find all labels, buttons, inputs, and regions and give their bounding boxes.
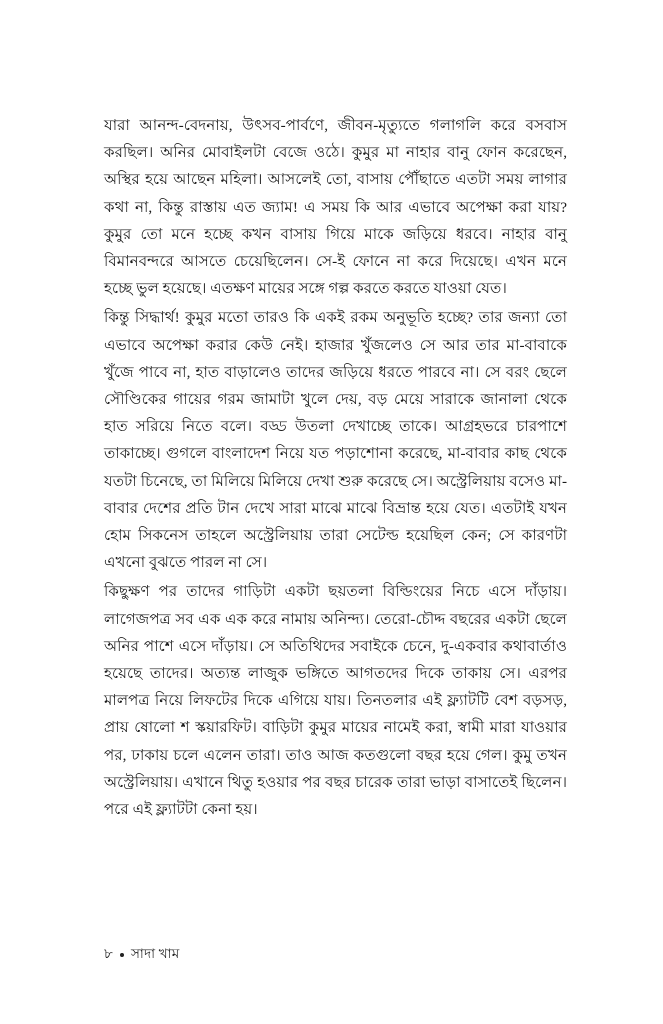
book-title: সাদা খাম bbox=[130, 946, 180, 961]
paragraph: যারা আনন্দ-বেদনায়, উৎসব-পার্বণে, জীবন-মৃত্যুতে গলাগলি করে বসবাস করছিল। অনির মোবাইলটা বেজে ওঠে। কুমুর মা নাহার বানু ফোন করেছেন, অস্থির হয়ে আছেন মহিলা। আসলেই তো, বাসায় পৌঁছাতে এতটা সময় লাগার কথা না, কিন্তু রাস্তায় এত জ্যাম! এ সময় কি আর এভাবে অপেক্ষা করা যায়? কুমুর তো মনে হচ্ছে কখন বাসায় গিয়ে মাকে জড়িয়ে ধরবে। নাহার বানু বিমানবন্দরে আসতে চেয়েছিলেন। সে-ই ফোনে না করে দিয়েছে। এখন মনে হচ্ছে ভুল হয়েছে। এতক্ষণ মায়ের সঙ্গে গল্প করতে করতে যাওয়া যেত। bbox=[104, 117, 567, 298]
body-text bbox=[104, 112, 567, 823]
paragraph: কিন্তু সিদ্ধার্থ! কুমুর মতো তারও কি একই রকম অনুভূতি হচ্ছে? তার জন্যা তো এভাবে অপেক্ষা করার কেউ নেই। হাজার খুঁজলেও সে আর তার মা-বাবাকে খুঁজে পাবে না, হাত বাড়ালেও তাদের জড়িয়ে ধরতে পারবে না। সে বরং ছেলে সৌণ্ডিকের গায়ের গরম জামাটা খুলে দেয়, বড় মেয়ে সারাকে জানালা থেকে হাত সরিয়ে নিতে বলে। বড্ড উতলা দেখাচ্ছে তাকে। আগ্রহভরে চারপাশে তাকাচ্ছে। গুগলে বাংলাদেশ নিয়ে যত পড়াশোনা করেছে, মা-বাবার কাছ থেকে যতটা চিনেছে, তা মিলিয়ে মিলিয়ে দেখা শুরু করেছে সে। অস্ট্রেলিয়ায় বসেও মা-বাবার দেশের প্রতি টান দেখে সারা মাঝে মাঝে বিভ্রান্ত হয়ে যেত। এতটাই যখন হোম সিকনেস তাহলে অস্ট্রেলিয়ায় তারা সেটেল্ড হয়েছিল কেন; সে কারণটা এখনো বুঝতে পারল না সে। bbox=[104, 309, 567, 572]
page-footer bbox=[104, 943, 179, 966]
page-number: ৮ bbox=[104, 946, 113, 961]
bullet-separator-icon bbox=[120, 953, 124, 957]
paragraph: কিছুক্ষণ পর তাদের গাড়িটা একটা ছয়তলা বিল্ডিংয়ের নিচে এসে দাঁড়ায়। লাগেজপত্র সব এক এক করে নামায় অনিন্দ্য। তেরো-চৌদ্দ বছরের একটা ছেলে অনির পাশে এসে দাঁড়ায়। সে অতিথিদের সবাইকে চেনে, দু-একবার কথাবার্তাও হয়েছে তাদের। অত্যন্ত লাজুক ভঙ্গিতে আগতদের দিকে তাকায় সে। এরপর মালপত্র নিয়ে লিফটের দিকে এগিয়ে যায়। তিনতলার এই ফ্ল্যাটটি বেশ বড়সড়, প্রায় ষোলো শ স্কয়ারফিট। বাড়িটা কুমুর মায়ের নামেই করা, স্বামী মারা যাওয়ার পর, ঢাকায় চলে এলেন তারা। তাও আজ কতগুলো বছর হয়ে গেল। কুমু তখন অস্ট্রেলিয়ায়। এখানে থিতু হওয়ার পর বছর চারেক তারা ভাড়া বাসাতেই ছিলেন। পরে এই ফ্ল্যাটটা কেনা হয়। bbox=[104, 583, 567, 819]
